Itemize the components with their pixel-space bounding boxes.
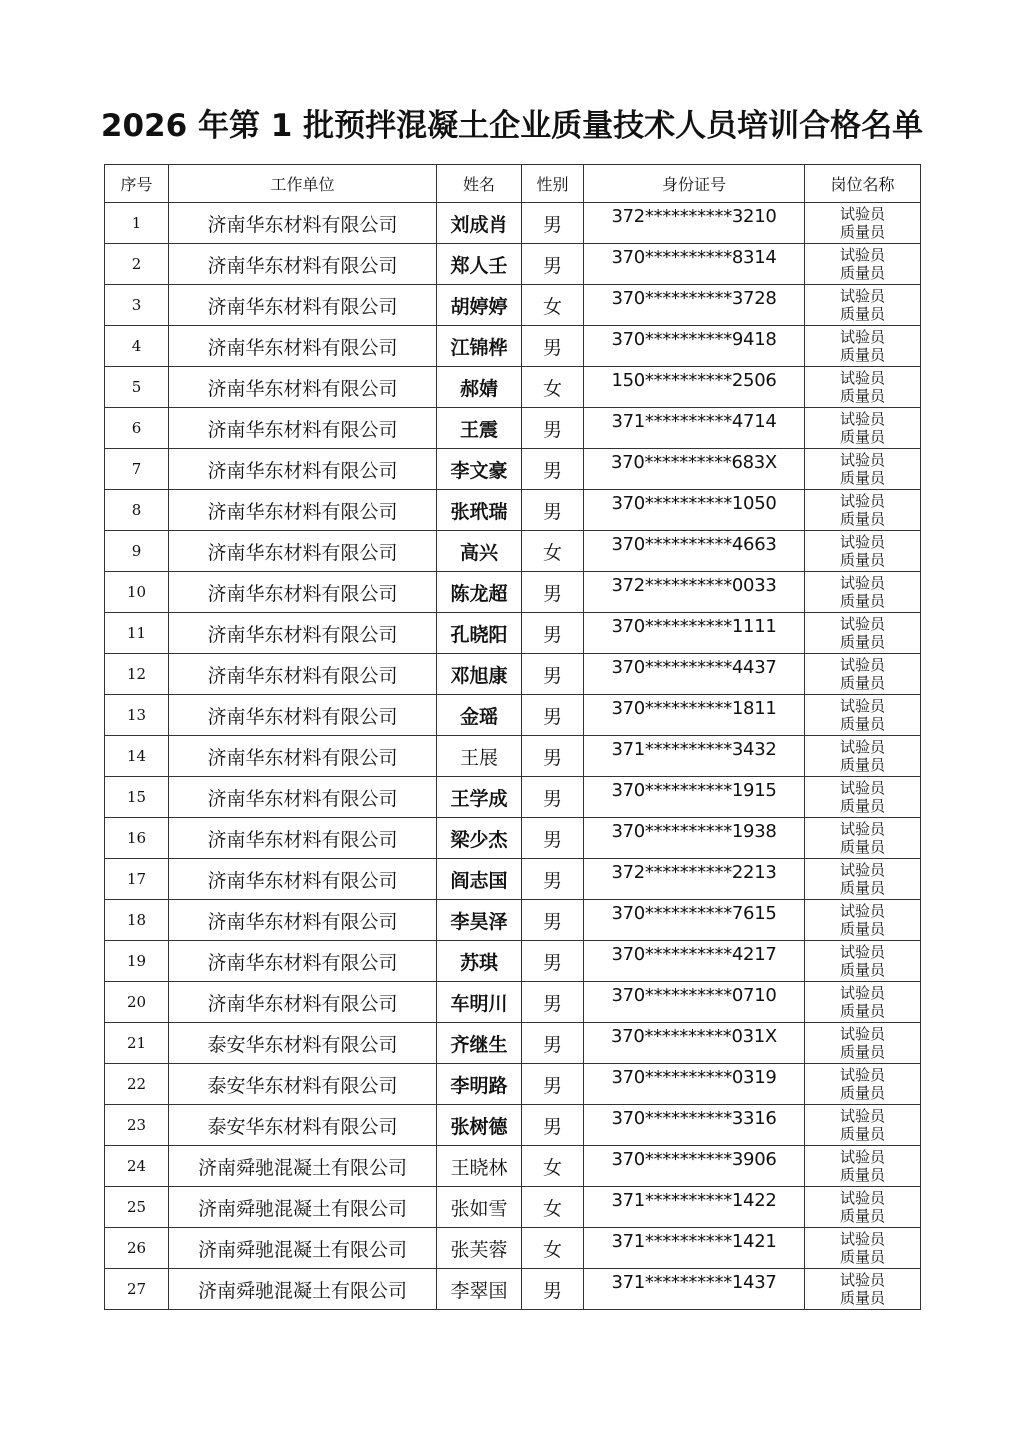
name-cell: 陈龙超 xyxy=(437,572,522,613)
gender-cell: 男 xyxy=(522,1269,584,1310)
position-quality-label: 质量员 xyxy=(839,428,885,446)
position-quality-label: 质量员 xyxy=(839,1125,885,1143)
name-cell: 李文豪 xyxy=(437,449,522,490)
name-cell: 郝婧 xyxy=(437,367,522,408)
table-row xyxy=(105,982,921,1023)
id-number-cell: 370**********4217 xyxy=(584,941,805,982)
id-number-cell: 370**********0319 xyxy=(584,1064,805,1105)
serial-number-cell: 20 xyxy=(105,982,169,1023)
id-number-cell: 370**********683X xyxy=(584,449,805,490)
serial-number-cell: 26 xyxy=(105,1228,169,1269)
serial-number-cell: 1 xyxy=(105,203,169,244)
position-quality-label: 质量员 xyxy=(839,264,885,282)
name-cell: 张树德 xyxy=(437,1105,522,1146)
name-cell: 李明路 xyxy=(437,1064,522,1105)
serial-number-cell: 23 xyxy=(105,1105,169,1146)
name-cell: 高兴 xyxy=(437,531,522,572)
position-cell xyxy=(805,859,921,900)
position-tester-label: 试验员 xyxy=(839,656,885,674)
name-cell: 车明川 xyxy=(437,982,522,1023)
gender-cell: 女 xyxy=(522,367,584,408)
table-row xyxy=(105,859,921,900)
position-tester-label: 试验员 xyxy=(839,902,885,920)
gender-cell: 男 xyxy=(522,203,584,244)
serial-number-cell: 15 xyxy=(105,777,169,818)
gender-cell: 男 xyxy=(522,326,584,367)
position-tester-label: 试验员 xyxy=(839,984,885,1002)
header-work-unit: 工作单位 xyxy=(169,165,437,203)
position-cell xyxy=(805,736,921,777)
position-quality-label: 质量员 xyxy=(839,1043,885,1061)
id-number-cell: 370**********1938 xyxy=(584,818,805,859)
header-gender: 性别 xyxy=(522,165,584,203)
serial-number-cell: 19 xyxy=(105,941,169,982)
table-header-row xyxy=(105,165,921,203)
position-cell xyxy=(805,1105,921,1146)
position-tester-label: 试验员 xyxy=(839,820,885,838)
serial-number-cell: 4 xyxy=(105,326,169,367)
table-row xyxy=(105,613,921,654)
serial-number-cell: 25 xyxy=(105,1187,169,1228)
name-cell: 王震 xyxy=(437,408,522,449)
position-quality-label: 质量员 xyxy=(839,633,885,651)
id-number-cell: 370**********4663 xyxy=(584,531,805,572)
table-row xyxy=(105,900,921,941)
position-cell xyxy=(805,531,921,572)
position-tester-label: 试验员 xyxy=(839,1025,885,1043)
table-row xyxy=(105,1105,921,1146)
name-cell: 郑人壬 xyxy=(437,244,522,285)
work-unit-cell: 济南华东材料有限公司 xyxy=(169,654,437,695)
position-cell xyxy=(805,449,921,490)
position-cell xyxy=(805,1064,921,1105)
id-number-cell: 372**********2213 xyxy=(584,859,805,900)
serial-number-cell: 16 xyxy=(105,818,169,859)
work-unit-cell: 济南华东材料有限公司 xyxy=(169,408,437,449)
position-cell xyxy=(805,654,921,695)
position-quality-label: 质量员 xyxy=(839,305,885,323)
gender-cell: 男 xyxy=(522,1023,584,1064)
work-unit-cell: 济南华东材料有限公司 xyxy=(169,613,437,654)
table-row xyxy=(105,285,921,326)
serial-number-cell: 24 xyxy=(105,1146,169,1187)
position-quality-label: 质量员 xyxy=(839,1289,885,1307)
work-unit-cell: 济南华东材料有限公司 xyxy=(169,695,437,736)
serial-number-cell: 13 xyxy=(105,695,169,736)
name-cell: 张玳瑞 xyxy=(437,490,522,531)
position-cell xyxy=(805,1146,921,1187)
gender-cell: 女 xyxy=(522,285,584,326)
position-quality-label: 质量员 xyxy=(839,756,885,774)
header-position: 岗位名称 xyxy=(805,165,921,203)
position-tester-label: 试验员 xyxy=(839,1271,885,1289)
id-number-cell: 370**********031X xyxy=(584,1023,805,1064)
serial-number-cell: 11 xyxy=(105,613,169,654)
work-unit-cell: 泰安华东材料有限公司 xyxy=(169,1023,437,1064)
table-row xyxy=(105,695,921,736)
position-tester-label: 试验员 xyxy=(839,328,885,346)
position-quality-label: 质量员 xyxy=(839,346,885,364)
table-row xyxy=(105,941,921,982)
position-cell xyxy=(805,572,921,613)
position-cell xyxy=(805,695,921,736)
gender-cell: 男 xyxy=(522,244,584,285)
position-tester-label: 试验员 xyxy=(839,1148,885,1166)
id-number-cell: 371**********1422 xyxy=(584,1187,805,1228)
work-unit-cell: 济南华东材料有限公司 xyxy=(169,244,437,285)
work-unit-cell: 济南华东材料有限公司 xyxy=(169,326,437,367)
gender-cell: 男 xyxy=(522,900,584,941)
position-quality-label: 质量员 xyxy=(839,674,885,692)
table-row xyxy=(105,1146,921,1187)
document-title: 2026 年第 1 批预拌混凝土企业质量技术人员培训合格名单 xyxy=(100,108,924,144)
work-unit-cell: 济南华东材料有限公司 xyxy=(169,490,437,531)
position-quality-label: 质量员 xyxy=(839,387,885,405)
gender-cell: 男 xyxy=(522,408,584,449)
position-tester-label: 试验员 xyxy=(839,738,885,756)
id-number-cell: 370**********1050 xyxy=(584,490,805,531)
gender-cell: 女 xyxy=(522,1146,584,1187)
work-unit-cell: 济南舜驰混凝土有限公司 xyxy=(169,1269,437,1310)
gender-cell: 男 xyxy=(522,449,584,490)
gender-cell: 男 xyxy=(522,1105,584,1146)
position-quality-label: 质量员 xyxy=(839,715,885,733)
name-cell: 李翠国 xyxy=(437,1269,522,1310)
name-cell: 王学成 xyxy=(437,777,522,818)
work-unit-cell: 济南华东材料有限公司 xyxy=(169,941,437,982)
serial-number-cell: 5 xyxy=(105,367,169,408)
serial-number-cell: 27 xyxy=(105,1269,169,1310)
position-quality-label: 质量员 xyxy=(839,1248,885,1266)
position-quality-label: 质量员 xyxy=(839,1002,885,1020)
id-number-cell: 371**********4714 xyxy=(584,408,805,449)
table-row xyxy=(105,1269,921,1310)
table-row xyxy=(105,490,921,531)
position-cell xyxy=(805,900,921,941)
table-row xyxy=(105,1187,921,1228)
gender-cell: 男 xyxy=(522,736,584,777)
id-number-cell: 150**********2506 xyxy=(584,367,805,408)
name-cell: 金瑶 xyxy=(437,695,522,736)
table-row xyxy=(105,203,921,244)
table-row xyxy=(105,449,921,490)
gender-cell: 女 xyxy=(522,1187,584,1228)
work-unit-cell: 济南华东材料有限公司 xyxy=(169,736,437,777)
position-quality-label: 质量员 xyxy=(839,879,885,897)
name-cell: 齐继生 xyxy=(437,1023,522,1064)
table-row xyxy=(105,326,921,367)
table-row xyxy=(105,736,921,777)
position-cell xyxy=(805,1023,921,1064)
work-unit-cell: 济南华东材料有限公司 xyxy=(169,203,437,244)
name-cell: 阎志国 xyxy=(437,859,522,900)
position-tester-label: 试验员 xyxy=(839,246,885,264)
serial-number-cell: 8 xyxy=(105,490,169,531)
serial-number-cell: 12 xyxy=(105,654,169,695)
position-tester-label: 试验员 xyxy=(839,410,885,428)
gender-cell: 男 xyxy=(522,859,584,900)
id-number-cell: 370**********7615 xyxy=(584,900,805,941)
work-unit-cell: 济南华东材料有限公司 xyxy=(169,859,437,900)
gender-cell: 男 xyxy=(522,1064,584,1105)
table-row xyxy=(105,408,921,449)
position-tester-label: 试验员 xyxy=(839,1230,885,1248)
id-number-cell: 371**********1421 xyxy=(584,1228,805,1269)
serial-number-cell: 10 xyxy=(105,572,169,613)
position-tester-label: 试验员 xyxy=(839,1189,885,1207)
name-cell: 李昊泽 xyxy=(437,900,522,941)
work-unit-cell: 泰安华东材料有限公司 xyxy=(169,1105,437,1146)
id-number-cell: 371**********1437 xyxy=(584,1269,805,1310)
table-row xyxy=(105,367,921,408)
gender-cell: 男 xyxy=(522,777,584,818)
name-cell: 梁少杰 xyxy=(437,818,522,859)
serial-number-cell: 22 xyxy=(105,1064,169,1105)
work-unit-cell: 济南华东材料有限公司 xyxy=(169,285,437,326)
header-id-number: 身份证号 xyxy=(584,165,805,203)
trainee-roster-table xyxy=(104,164,921,1310)
table-row xyxy=(105,572,921,613)
position-tester-label: 试验员 xyxy=(839,779,885,797)
work-unit-cell: 济南华东材料有限公司 xyxy=(169,982,437,1023)
serial-number-cell: 17 xyxy=(105,859,169,900)
table-row xyxy=(105,1023,921,1064)
position-tester-label: 试验员 xyxy=(839,574,885,592)
table-row xyxy=(105,1064,921,1105)
position-tester-label: 试验员 xyxy=(839,205,885,223)
work-unit-cell: 济南华东材料有限公司 xyxy=(169,449,437,490)
id-number-cell: 370**********4437 xyxy=(584,654,805,695)
work-unit-cell: 济南华东材料有限公司 xyxy=(169,367,437,408)
serial-number-cell: 6 xyxy=(105,408,169,449)
position-cell xyxy=(805,982,921,1023)
header-name: 姓名 xyxy=(437,165,522,203)
id-number-cell: 370**********3906 xyxy=(584,1146,805,1187)
name-cell: 王晓林 xyxy=(437,1146,522,1187)
position-quality-label: 质量员 xyxy=(839,1207,885,1225)
id-number-cell: 370**********1111 xyxy=(584,613,805,654)
id-number-cell: 370**********1811 xyxy=(584,695,805,736)
name-cell: 张芙蓉 xyxy=(437,1228,522,1269)
position-quality-label: 质量员 xyxy=(839,510,885,528)
position-cell xyxy=(805,490,921,531)
name-cell: 王展 xyxy=(437,736,522,777)
work-unit-cell: 济南华东材料有限公司 xyxy=(169,777,437,818)
position-tester-label: 试验员 xyxy=(839,287,885,305)
name-cell: 胡婷婷 xyxy=(437,285,522,326)
id-number-cell: 370**********3728 xyxy=(584,285,805,326)
position-quality-label: 质量员 xyxy=(839,838,885,856)
id-number-cell: 370**********0710 xyxy=(584,982,805,1023)
work-unit-cell: 济南舜驰混凝土有限公司 xyxy=(169,1228,437,1269)
serial-number-cell: 7 xyxy=(105,449,169,490)
header-serial-number: 序号 xyxy=(105,165,169,203)
gender-cell: 男 xyxy=(522,695,584,736)
position-tester-label: 试验员 xyxy=(839,533,885,551)
gender-cell: 男 xyxy=(522,490,584,531)
position-cell xyxy=(805,244,921,285)
gender-cell: 女 xyxy=(522,1228,584,1269)
position-tester-label: 试验员 xyxy=(839,615,885,633)
work-unit-cell: 济南华东材料有限公司 xyxy=(169,900,437,941)
position-cell xyxy=(805,613,921,654)
id-number-cell: 372**********0033 xyxy=(584,572,805,613)
gender-cell: 女 xyxy=(522,531,584,572)
work-unit-cell: 济南华东材料有限公司 xyxy=(169,572,437,613)
serial-number-cell: 2 xyxy=(105,244,169,285)
position-cell xyxy=(805,777,921,818)
position-cell xyxy=(805,818,921,859)
gender-cell: 男 xyxy=(522,572,584,613)
name-cell: 邓旭康 xyxy=(437,654,522,695)
position-cell xyxy=(805,285,921,326)
gender-cell: 男 xyxy=(522,654,584,695)
work-unit-cell: 济南舜驰混凝土有限公司 xyxy=(169,1146,437,1187)
serial-number-cell: 3 xyxy=(105,285,169,326)
name-cell: 江锦桦 xyxy=(437,326,522,367)
serial-number-cell: 21 xyxy=(105,1023,169,1064)
position-quality-label: 质量员 xyxy=(839,797,885,815)
id-number-cell: 370**********8314 xyxy=(584,244,805,285)
position-quality-label: 质量员 xyxy=(839,1166,885,1184)
work-unit-cell: 济南华东材料有限公司 xyxy=(169,818,437,859)
position-cell xyxy=(805,1187,921,1228)
position-quality-label: 质量员 xyxy=(839,1084,885,1102)
gender-cell: 男 xyxy=(522,613,584,654)
position-cell xyxy=(805,203,921,244)
id-number-cell: 370**********3316 xyxy=(584,1105,805,1146)
position-cell xyxy=(805,326,921,367)
gender-cell: 男 xyxy=(522,818,584,859)
gender-cell: 男 xyxy=(522,982,584,1023)
position-cell xyxy=(805,408,921,449)
serial-number-cell: 9 xyxy=(105,531,169,572)
gender-cell: 男 xyxy=(522,941,584,982)
name-cell: 刘成肖 xyxy=(437,203,522,244)
position-cell xyxy=(805,367,921,408)
position-quality-label: 质量员 xyxy=(839,469,885,487)
id-number-cell: 370**********9418 xyxy=(584,326,805,367)
position-tester-label: 试验员 xyxy=(839,369,885,387)
position-quality-label: 质量员 xyxy=(839,920,885,938)
position-tester-label: 试验员 xyxy=(839,1066,885,1084)
position-cell xyxy=(805,941,921,982)
position-tester-label: 试验员 xyxy=(839,492,885,510)
position-quality-label: 质量员 xyxy=(839,961,885,979)
id-number-cell: 371**********3432 xyxy=(584,736,805,777)
work-unit-cell: 济南华东材料有限公司 xyxy=(169,531,437,572)
id-number-cell: 370**********1915 xyxy=(584,777,805,818)
table-row xyxy=(105,777,921,818)
position-quality-label: 质量员 xyxy=(839,592,885,610)
position-tester-label: 试验员 xyxy=(839,943,885,961)
work-unit-cell: 泰安华东材料有限公司 xyxy=(169,1064,437,1105)
table-row xyxy=(105,1228,921,1269)
position-quality-label: 质量员 xyxy=(839,551,885,569)
position-quality-label: 质量员 xyxy=(839,223,885,241)
position-cell xyxy=(805,1269,921,1310)
work-unit-cell: 济南舜驰混凝土有限公司 xyxy=(169,1187,437,1228)
name-cell: 苏琪 xyxy=(437,941,522,982)
id-number-cell: 372**********3210 xyxy=(584,203,805,244)
table-body xyxy=(105,203,921,1310)
position-tester-label: 试验员 xyxy=(839,861,885,879)
position-tester-label: 试验员 xyxy=(839,697,885,715)
serial-number-cell: 18 xyxy=(105,900,169,941)
table-row xyxy=(105,531,921,572)
table-row xyxy=(105,654,921,695)
position-tester-label: 试验员 xyxy=(839,1107,885,1125)
table-row xyxy=(105,818,921,859)
table-row xyxy=(105,244,921,285)
name-cell: 孔晓阳 xyxy=(437,613,522,654)
position-tester-label: 试验员 xyxy=(839,451,885,469)
position-cell xyxy=(805,1228,921,1269)
name-cell: 张如雪 xyxy=(437,1187,522,1228)
serial-number-cell: 14 xyxy=(105,736,169,777)
